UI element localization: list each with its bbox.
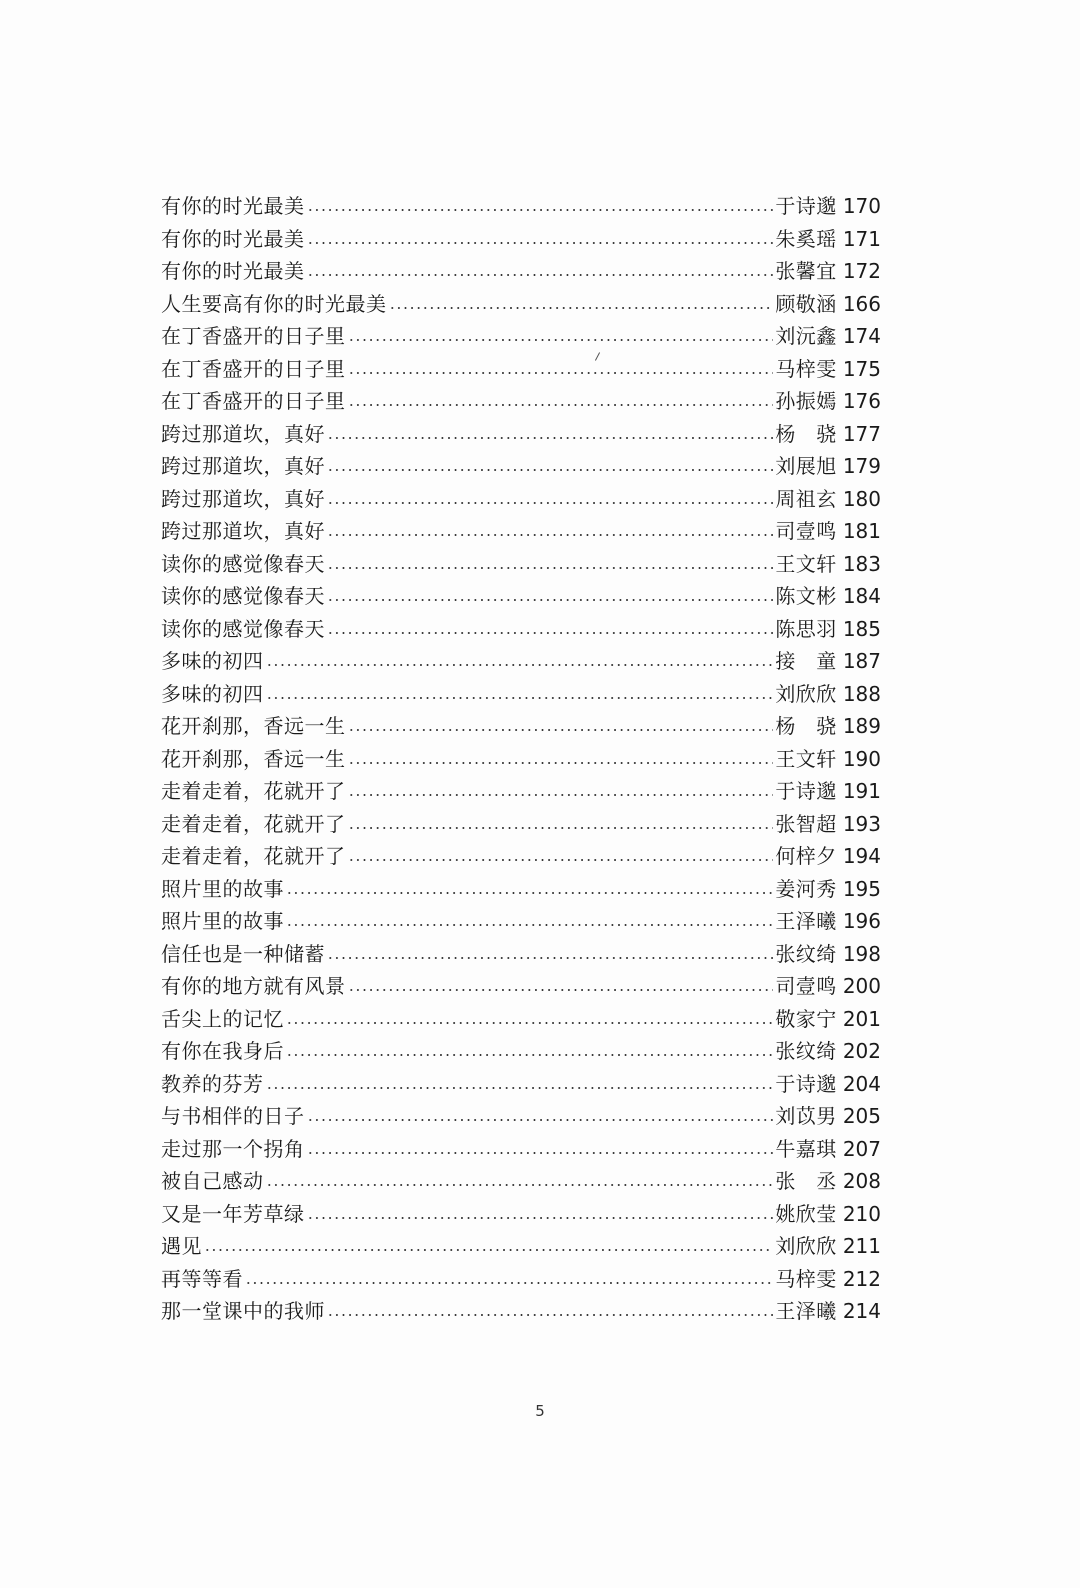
toc-entry-page: 211: [842, 1234, 881, 1258]
toc-entry: [161, 1295, 881, 1328]
toc-entry: [161, 905, 881, 938]
dot-leader: [348, 729, 774, 731]
toc-entry-title: 有你的时光最美: [161, 194, 305, 218]
toc-entry-author: 王文轩: [775, 746, 837, 771]
toc-entry: [161, 320, 881, 353]
dot-leader: [327, 437, 773, 439]
toc-entry-page: 194: [842, 844, 881, 868]
dot-leader: [348, 372, 774, 374]
toc-entry-title: 人生要高有你的时光最美: [161, 291, 387, 316]
toc-entry-page: 193: [842, 811, 881, 836]
toc-entry-page: 208: [842, 1169, 881, 1193]
dot-leader: [327, 632, 773, 634]
toc-entry-author: 姜河秀: [775, 876, 837, 901]
dot-leader: [348, 339, 774, 341]
toc-entry: [161, 1100, 881, 1133]
toc-entry: [161, 483, 881, 516]
toc-entry: [161, 613, 881, 646]
dot-leader: [327, 599, 773, 601]
toc-entry: [161, 645, 881, 678]
toc-entry-page: 190: [842, 746, 881, 771]
toc-entry: [161, 1230, 881, 1263]
toc-entry-page: 184: [842, 584, 881, 608]
dot-leader: [348, 989, 774, 991]
dot-leader: [266, 1184, 774, 1186]
toc-entry-page: 195: [842, 876, 881, 901]
toc-entry: [161, 1035, 881, 1068]
toc-entry-page: 170: [842, 194, 881, 218]
toc-entry: [161, 548, 881, 581]
toc-entry-author: 牛嘉琪: [775, 1136, 837, 1161]
toc-entry-author: 何梓夕: [775, 844, 837, 868]
dot-leader: [307, 274, 774, 276]
toc-entry-title: 走着走着，花就开了: [161, 811, 346, 836]
page-number: 5: [535, 1402, 545, 1420]
dot-leader: [348, 827, 774, 829]
toc-entry-author: 刘展旭: [775, 454, 837, 478]
toc-entry-title: 走着走着，花就开了: [161, 779, 346, 803]
dot-leader: [307, 242, 774, 244]
toc-entry-page: 189: [842, 714, 881, 738]
dot-leader: [348, 859, 774, 861]
dot-leader: [327, 469, 773, 471]
dot-leader: [327, 567, 773, 569]
toc-entry-author: 司壹鸣: [775, 974, 837, 998]
dot-leader: [307, 1119, 774, 1121]
dot-leader: [307, 209, 774, 211]
toc-entry-author: 刘欣欣: [775, 1234, 837, 1258]
toc-entry-title: 那一堂课中的我师: [161, 1299, 325, 1323]
toc-entry: [161, 970, 881, 1003]
toc-entry-page: 200: [842, 974, 881, 998]
toc-entry-page: 174: [842, 324, 881, 348]
toc-entry-title: 读你的感觉像春天: [161, 551, 325, 576]
toc-entry-title: 再等等看: [161, 1266, 243, 1291]
toc-entry: [161, 1263, 881, 1296]
toc-entry: [161, 385, 881, 418]
toc-entry-page: 181: [842, 519, 881, 543]
toc-entry-title: 照片里的故事: [161, 876, 284, 901]
toc-entry-author: 王文轩: [775, 551, 837, 576]
toc-entry-author: 于诗邈: [775, 779, 837, 803]
toc-entry: [161, 190, 881, 223]
toc-entry-page: 166: [842, 291, 881, 316]
dot-leader: [327, 502, 773, 504]
dot-leader: [286, 892, 773, 894]
toc-entry-author: 敬家宁: [775, 1006, 837, 1031]
toc-entry-title: 有你的时光最美: [161, 259, 305, 283]
toc-entry-page: 205: [842, 1104, 881, 1128]
toc-entry-author: 刘苡男: [775, 1104, 837, 1128]
toc-entry-title: 读你的感觉像春天: [161, 616, 325, 641]
toc-entry: [161, 223, 881, 256]
toc-entry-author: 马梓雯: [775, 1266, 837, 1291]
toc-entry-title: 在丁香盛开的日子里: [161, 389, 346, 413]
toc-entry-title: 在丁香盛开的日子里: [161, 324, 346, 348]
toc-entry: [161, 418, 881, 451]
toc-entry: [161, 1068, 881, 1101]
dot-leader: [266, 1087, 774, 1089]
toc-entry-author: 朱奚瑶: [775, 226, 837, 251]
toc-entry-author: 于诗邈: [775, 194, 837, 218]
toc-entry-page: 191: [842, 779, 881, 803]
dot-leader: [348, 794, 774, 796]
toc-entry-title: 读你的感觉像春天: [161, 584, 325, 608]
toc-entry-page: 202: [842, 1039, 881, 1063]
toc-entry: [161, 450, 881, 483]
dot-leader: [307, 1152, 774, 1154]
toc-entry-author: 刘欣欣: [775, 681, 837, 706]
toc-entry: [161, 353, 881, 386]
toc-entry-title: 跨过那道坎，真好: [161, 486, 325, 511]
toc-entry-page: 204: [842, 1071, 881, 1096]
toc-entry-author: 张纹绮: [775, 941, 837, 966]
toc-entry-page: 187: [842, 649, 881, 673]
toc-entry-author: 马梓雯: [775, 356, 837, 381]
toc-entry: [161, 938, 881, 971]
toc-entry-title: 花开刹那，香远一生: [161, 714, 346, 738]
dot-leader: [286, 1054, 773, 1056]
toc-entry-page: 179: [842, 454, 881, 478]
toc-entry-page: 188: [842, 681, 881, 706]
toc-entry-author: 顾敬涵: [775, 291, 837, 316]
toc-entry-title: 又是一年芳草绿: [161, 1201, 305, 1226]
toc-entry-title: 照片里的故事: [161, 909, 284, 933]
toc-entry-author: 王泽曦: [775, 1299, 837, 1323]
dot-leader: [266, 664, 774, 666]
toc-entry: [161, 873, 881, 906]
toc-entry: [161, 840, 881, 873]
dot-leader: [286, 1022, 773, 1024]
toc-entry-page: 176: [842, 389, 881, 413]
dot-leader: [389, 307, 774, 309]
toc-entry-page: 172: [842, 259, 881, 283]
toc-entry: [161, 743, 881, 776]
toc-entry-title: 信任也是一种储蓄: [161, 941, 325, 966]
toc-entry-author: 杨 骁: [775, 421, 837, 446]
toc-entry-title: 教养的芬芳: [161, 1071, 264, 1096]
dot-leader: [348, 404, 774, 406]
toc-entry-title: 有你的时光最美: [161, 226, 305, 251]
toc-entry-title: 被自己感动: [161, 1169, 264, 1193]
toc-entry-page: 201: [842, 1006, 881, 1031]
toc-entry-author: 司壹鸣: [775, 519, 837, 543]
toc-entry-author: 于诗邈: [775, 1071, 837, 1096]
toc-entry-author: 杨 骁: [775, 714, 837, 738]
toc-entry-author: 张 丞: [775, 1169, 837, 1193]
toc-entry: [161, 255, 881, 288]
toc-entry-author: 张智超: [775, 811, 837, 836]
toc-entry-title: 花开刹那，香远一生: [161, 746, 346, 771]
toc-entry-author: 刘沅鑫: [775, 324, 837, 348]
toc-entry: [161, 1133, 881, 1166]
dot-leader: [327, 1314, 773, 1316]
toc-entry-title: 有你在我身后: [161, 1039, 284, 1063]
toc-entry-page: 183: [842, 551, 881, 576]
toc-entry: [161, 678, 881, 711]
toc-entry-title: 走着走着，花就开了: [161, 844, 346, 868]
toc-entry-page: 212: [842, 1266, 881, 1291]
dot-leader: [204, 1249, 773, 1251]
dot-leader: [286, 924, 773, 926]
toc-entry-page: 171: [842, 226, 881, 251]
toc-entry: [161, 808, 881, 841]
toc-entry-page: 180: [842, 486, 881, 511]
toc-entry-author: 接 童: [775, 649, 837, 673]
toc-entry-title: 多味的初四: [161, 649, 264, 673]
toc-entry-title: 跨过那道坎，真好: [161, 421, 325, 446]
toc-entry-title: 跨过那道坎，真好: [161, 454, 325, 478]
toc-entry-title: 与书相伴的日子: [161, 1104, 305, 1128]
toc-entry-author: 陈文彬: [775, 584, 837, 608]
toc-entry-author: 张馨宜: [775, 259, 837, 283]
dot-leader: [307, 1217, 774, 1219]
dot-leader: [327, 957, 773, 959]
toc-entry-page: 207: [842, 1136, 881, 1161]
toc-entry-author: 陈思羽: [775, 616, 837, 641]
toc-entry-title: 跨过那道坎，真好: [161, 519, 325, 543]
toc-entry-author: 王泽曦: [775, 909, 837, 933]
toc-entry-page: 214: [842, 1299, 881, 1323]
toc-entry-page: 175: [842, 356, 881, 381]
toc-entry: [161, 1165, 881, 1198]
toc-entry: [161, 515, 881, 548]
toc-entry-author: 孙振嫣: [775, 389, 837, 413]
toc-entry: [161, 580, 881, 613]
toc-entry-author: 姚欣莹: [775, 1201, 837, 1226]
toc-entry: [161, 288, 881, 321]
toc-entry: [161, 1003, 881, 1036]
table-of-contents: [161, 190, 881, 1328]
toc-entry-title: 在丁香盛开的日子里: [161, 356, 346, 381]
toc-entry-author: 张纹绮: [775, 1039, 837, 1063]
toc-entry-page: 196: [842, 909, 881, 933]
dot-leader: [327, 534, 773, 536]
toc-entry-author: 周祖玄: [775, 486, 837, 511]
toc-entry-title: 有你的地方就有风景: [161, 974, 346, 998]
dot-leader: [266, 697, 774, 699]
toc-entry-title: 遇见: [161, 1234, 202, 1258]
toc-entry-page: 185: [842, 616, 881, 641]
toc-entry: [161, 710, 881, 743]
dot-leader: [348, 762, 774, 764]
toc-entry-title: 多味的初四: [161, 681, 264, 706]
toc-entry-page: 198: [842, 941, 881, 966]
toc-entry-title: 走过那一个拐角: [161, 1136, 305, 1161]
toc-entry-title: 舌尖上的记忆: [161, 1006, 284, 1031]
toc-entry-page: 177: [842, 421, 881, 446]
toc-entry-page: 210: [842, 1201, 881, 1226]
dot-leader: [245, 1282, 773, 1284]
toc-entry: [161, 775, 881, 808]
toc-entry: [161, 1198, 881, 1231]
